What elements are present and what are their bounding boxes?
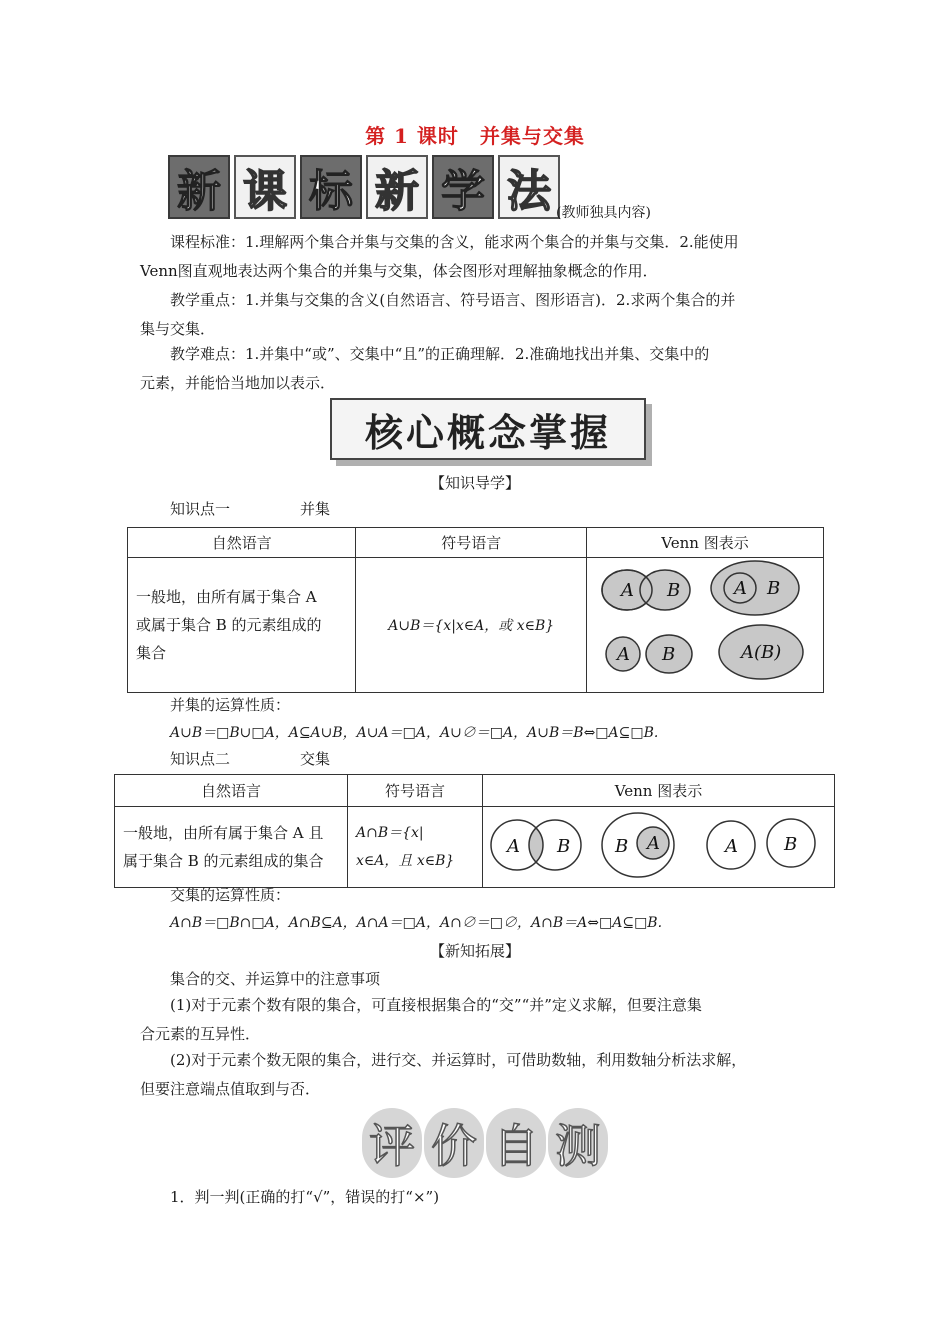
knowledge-point-1 — [170, 498, 330, 519]
intersect-natural-cell — [115, 807, 348, 888]
venn-label-b: B — [662, 644, 676, 665]
banner-char: 课 — [234, 155, 296, 219]
banner-self-evaluation — [362, 1108, 608, 1178]
banner-char: 学 — [432, 155, 494, 219]
text-line: x∈A，且 x∈B} — [356, 853, 455, 869]
venn-label-b: B — [784, 834, 798, 855]
text-line: 属于集合 B 的元素组成的集合 — [123, 852, 324, 870]
venn-label-b: B — [615, 836, 629, 857]
knowledge-point-2 — [170, 748, 330, 769]
union-symbol-cell: A∪B＝{x|x∈A，或 x∈B} — [356, 558, 587, 693]
banner-char: 法 — [498, 155, 560, 219]
text-line: A∩B＝{x| — [356, 825, 424, 841]
banner-char: 测 — [548, 1108, 608, 1178]
ext-line: 但要注意端点值取到与否． — [140, 1080, 321, 1098]
page-title: 第 1 课时 并集与交集 — [365, 124, 585, 148]
header-venn: Venn 图表示 — [483, 775, 835, 807]
venn-subset — [602, 813, 674, 877]
venn-label-a: A — [621, 580, 634, 601]
intersection-venn-diagrams — [483, 807, 833, 883]
header-symbol: 符号语言 — [356, 528, 587, 558]
text-line: 集合 — [136, 644, 167, 662]
kp-name: 交集 — [300, 750, 331, 768]
difficulty-line: 教学难点：1.并集中“或”、交集中“且”的正确理解．2.准确地找出并集、交集中的 — [170, 345, 710, 363]
focus-paragraph — [140, 286, 820, 344]
union-natural-cell — [128, 558, 356, 693]
text-line: 一般地，由所有属于集合 A — [136, 588, 317, 606]
intersection-table — [114, 774, 835, 888]
venn-label-b: B — [767, 578, 781, 599]
ext-paragraph-1 — [140, 991, 830, 1049]
kp-name: 并集 — [300, 500, 331, 518]
text-line: 一般地，由所有属于集合 A 且 — [123, 824, 324, 842]
kp-label: 知识点二 — [170, 750, 231, 768]
section-guide: 【知识导学】 — [429, 474, 520, 492]
header-venn: Venn 图表示 — [587, 528, 824, 558]
standards-paragraph — [140, 228, 820, 286]
union-props: A∪B＝□B∪□A，A⊆A∪B，A∪A＝□A，A∪∅＝□A，A∪B＝B⇔□A⊆□B. — [170, 725, 659, 741]
venn-label-a: A — [617, 644, 630, 665]
ext-paragraph-2 — [140, 1046, 830, 1104]
union-table — [127, 527, 824, 693]
venn-label-a: A — [734, 578, 747, 599]
venn-overlap — [602, 570, 690, 610]
venn-subset — [711, 561, 799, 615]
section-extension: 【新知拓展】 — [429, 942, 520, 960]
union-props-label: 并集的运算性质： — [170, 696, 291, 714]
venn-disjoint — [606, 635, 692, 673]
question-1: 1．判一判(正确的打“√”，错误的打“×”) — [170, 1188, 440, 1206]
banner-new-curriculum — [168, 155, 560, 219]
union-venn-cell — [587, 558, 824, 693]
kp-label: 知识点一 — [170, 500, 231, 518]
venn-label-a: A — [725, 836, 738, 857]
banner-char: 标 — [300, 155, 362, 219]
venn-disjoint — [707, 819, 815, 869]
header-natural: 自然语言 — [115, 775, 348, 807]
venn-overlap — [491, 820, 581, 870]
standards-line: Venn图直观地表达两个集合的并集与交集，体会图形对理解抽象概念的作用． — [140, 262, 658, 280]
ext-line: (2)对于元素个数无限的集合，进行交、并运算时，可借助数轴，利用数轴分析法求解， — [170, 1051, 747, 1069]
banner-char: 新 — [366, 155, 428, 219]
banner-char: 自 — [486, 1108, 546, 1178]
ext-line: (1)对于元素个数有限的集合，可直接根据集合的“交”“并”定义求解，但要注意集 — [170, 996, 702, 1014]
venn-label-a: A — [647, 833, 660, 854]
banner-char: 评 — [362, 1108, 422, 1178]
banner-core-concepts: 核心概念掌握 — [330, 398, 646, 460]
header-symbol: 符号语言 — [348, 775, 483, 807]
venn-label-a: A — [507, 836, 520, 857]
difficulty-paragraph — [140, 340, 820, 398]
banner-char: 价 — [424, 1108, 484, 1178]
difficulty-line: 元素，并能恰当地加以表示． — [140, 374, 336, 392]
ext-heading: 集合的交、并运算中的注意事项 — [170, 970, 381, 988]
focus-line: 集与交集． — [140, 320, 216, 338]
venn-label-b: B — [557, 836, 571, 857]
banner-note: (教师独具内容) — [556, 205, 651, 221]
venn-label-ab: A(B) — [741, 642, 782, 663]
header-natural: 自然语言 — [128, 528, 356, 558]
standards-line: 课程标准：1.理解两个集合并集与交集的含义，能求两个集合的并集与交集．2.能使用 — [170, 233, 739, 251]
ext-line: 合元素的互异性． — [140, 1025, 261, 1043]
venn-label-b: B — [667, 580, 681, 601]
intersect-symbol-cell — [348, 807, 483, 888]
focus-line: 教学重点：1.并集与交集的含义(自然语言、符号语言、图形语言)．2.求两个集合的并 — [170, 291, 736, 309]
intersect-venn-cell — [483, 807, 835, 888]
venn-equal — [719, 625, 803, 679]
union-venn-diagrams — [587, 558, 823, 688]
intersect-props: A∩B＝□B∩□A，A∩B⊆A，A∩A＝□A，A∩∅＝□∅，A∩B＝A⇔□A⊆□B. — [170, 915, 663, 931]
banner-char: 新 — [168, 155, 230, 219]
intersect-props-label: 交集的运算性质： — [170, 886, 291, 904]
text-line: 或属于集合 B 的元素组成的 — [136, 616, 322, 634]
